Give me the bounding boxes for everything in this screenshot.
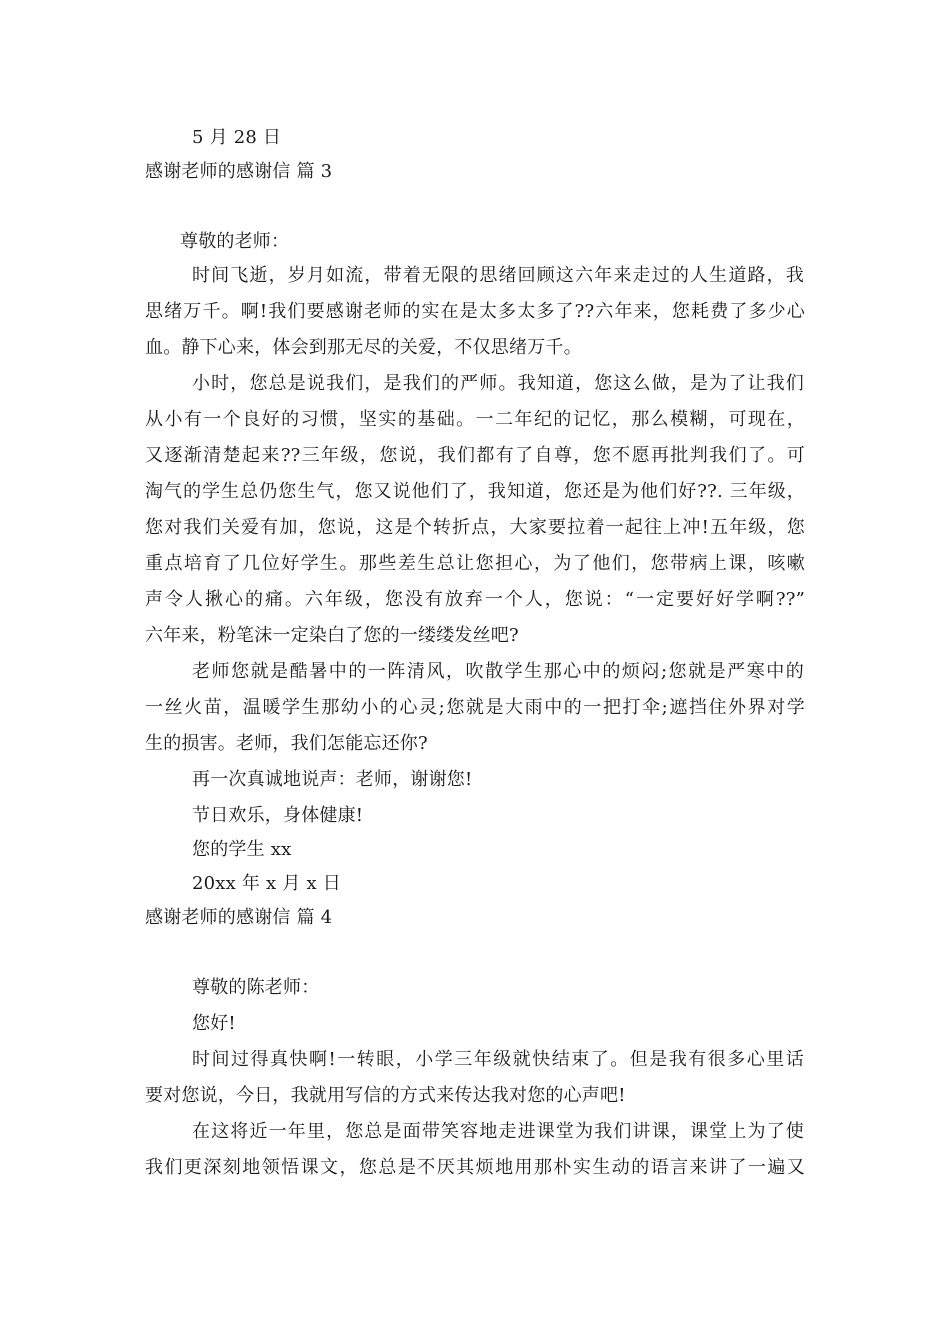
closing-line: 节日欢乐，身体健康! (192, 805, 364, 826)
paragraph-line: 声令人揪心的痛。六年级，您没有放弃一个人，您说：“一定要好好学啊??” (145, 589, 805, 610)
paragraph-line: 我们更深刻地领悟课文，您总是不厌其烦地用那朴实生动的语言来讲了一遍又 (145, 1157, 805, 1178)
paragraph-line: 老师您就是酷暑中的一阵清风，吹散学生那心中的烦闷;您就是严寒中的 (192, 661, 804, 682)
paragraph-line: 血。静下心来，体会到那无尽的关爱，不仅思绪万千。 (145, 337, 582, 358)
section-3-salutation: 尊敬的老师： (180, 231, 290, 252)
paragraph-line: 一丝火苗，温暖学生那幼小的心灵;您就是大雨中的一把打伞;遮挡住外界对学 (145, 697, 805, 718)
paragraph-line: 您对我们关爱有加，您说，这是个转折点，大家要拉着一起往上冲!五年级，您 (145, 517, 805, 538)
section-4-greeting: 您好! (192, 1013, 236, 1034)
paragraph-line: 在这将近一年里，您总是面带笑容地走进课堂为我们讲课，课堂上为了使 (192, 1121, 804, 1142)
signature-date: 20xx 年 x 月 x 日 (192, 873, 341, 894)
paragraph-line: 六年来，粉笔沫一定染白了您的一缕缕发丝吧? (145, 625, 519, 646)
closing-line: 再一次真诚地说声：老师，谢谢您! (192, 769, 473, 790)
paragraph-line: 小时，您总是说我们，是我们的严师。我知道，您这么做，是为了让我们 (192, 373, 804, 394)
paragraph-line: 又逐渐清楚起来??三年级，您说，我们都有了自尊，您不愿再批判我们了。可 (145, 445, 805, 466)
paragraph-line: 要对您说，今日，我就用写信的方式来传达我对您的心声吧! (145, 1085, 626, 1106)
section-4-title: 感谢老师的感谢信 篇 4 (145, 907, 333, 928)
paragraph-line: 时间飞逝，岁月如流，带着无限的思绪回顾这六年来走过的人生道路，我 (192, 265, 804, 286)
paragraph-line: 淘气的学生总仍您生气，您又说他们了，我知道，您还是为他们好??. 三年级， (145, 481, 805, 502)
paragraph-line: 时间过得真快啊!一转眼，小学三年级就快结束了。但是我有很多心里话 (192, 1049, 804, 1070)
paragraph-line: 从小有一个良好的习惯，坚实的基础。一二年纪的记忆，那么模糊，可现在， (145, 409, 805, 430)
date-line: 5 月 28 日 (192, 127, 282, 148)
paragraph-line: 思绪万千。啊!我们要感谢老师的实在是太多太多了??六年来，您耗费了多少心 (145, 301, 805, 322)
paragraph-line: 生的损害。老师，我们怎能忘还你? (145, 733, 428, 754)
paragraph-line: 重点培育了几位好学生。那些差生总让您担心，为了他们，您带病上课，咳嗽 (145, 553, 805, 574)
section-4-salutation: 尊敬的陈老师： (192, 977, 320, 998)
section-3-title: 感谢老师的感谢信 篇 3 (145, 161, 333, 182)
signature-line: 您的学生 xx (192, 839, 292, 860)
